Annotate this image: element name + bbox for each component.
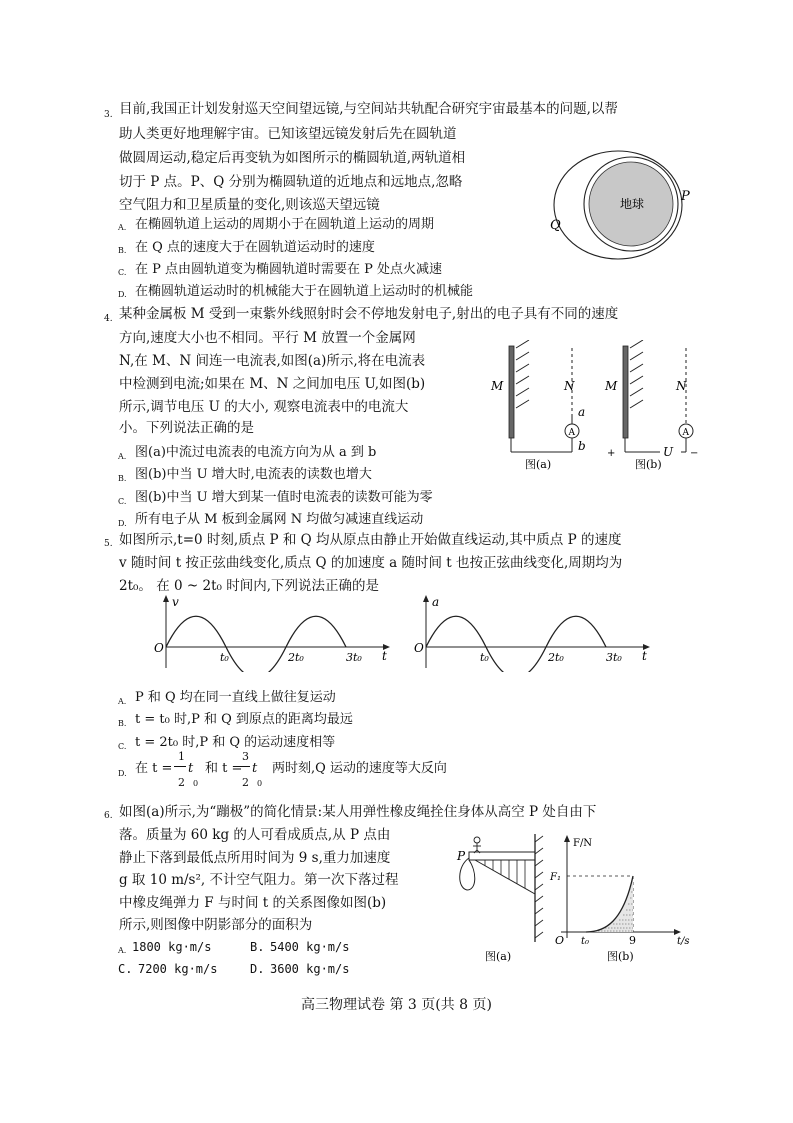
fraction-denominator: 2 [242,776,249,789]
question-number: 4. [104,314,113,324]
question-text-line: 小。下列说法正确的是 [119,420,254,436]
question-text-line: 某种金属板 M 受到一束紫外线照射时会不停地发射电子,射出的电子具有不同的速度 [119,306,619,322]
fraction-numerator: 1 [178,750,185,763]
subscript-0: 0 [257,779,263,788]
question-text-line: 静止下落到最低点所用时间为 9 s,重力加速度 [119,850,391,866]
velocity-graph [150,592,400,672]
option-text: 7200 kg·m/s [138,962,218,976]
plate-m-label: M [605,379,618,393]
caption-b: 图(b) [635,458,662,471]
option-label: A. [118,946,127,955]
question-text-line: 所示,则图像中阴影部分的面积为 [119,917,313,933]
orbit-figure [540,148,700,260]
axis-x-label: t [642,649,647,663]
tick-3t0: 3t₀ [606,651,622,664]
option-text: 图(b)中当 U 增大到某一值时电流表的读数可能为零 [135,490,433,505]
minus-label: − [690,448,699,459]
option-text: 在 t = [135,761,173,776]
fraction-denominator: 2 [178,776,185,789]
point-q-label: Q [550,218,561,233]
option-text: P 和 Q 均在同一直线上做往复运动 [135,690,336,705]
mesh-n-label: N [564,379,575,393]
fraction-bar [238,766,250,767]
f1-label: F₁ [550,872,561,883]
origin-label: O [555,934,565,947]
question-number: 3. [104,110,113,120]
question-number: 5. [104,539,113,549]
tick-2t0: 2t₀ [288,651,304,664]
caption-b: 图(b) [607,950,634,963]
var-t: t [252,761,258,776]
question-text-line: 切于 P 点。P、Q 分别为椭圆轨道的近地点和远地点,忽略 [119,174,463,190]
circuit-figure [485,340,700,475]
origin-label: O [414,641,424,655]
fraction-numerator: 3 [242,750,249,763]
option-text: 所有电子从 M 板到金属网 N 均做匀减速直线运动 [135,512,424,527]
plus-label: + [607,448,616,459]
caption-a: 图(a) [525,458,552,471]
question-text-line: 2t₀。 在 0 ~ 2t₀ 时间内,下列说法正确的是 [119,578,379,594]
option-label: A. [118,223,127,232]
option-text: 图(a)中流过电流表的电流方向为从 a 到 b [135,445,377,460]
option-text: 在 P 点由圆轨道变为椭圆轨道时需要在 P 处点火减速 [135,262,443,277]
question-text-line: 中检测到电流;如果在 M、N 之间加电压 U,如图(b) [119,376,426,392]
question-text-line: 如图(a)所示,为“蹦极”的简化情景:某人用弹性橡皮绳拴住身体从高空 P 处自由下 [119,804,597,820]
point-p-label: P [457,849,466,863]
option-label: B. [118,719,127,728]
axis-x-label: t/s [677,936,690,947]
option-text: 在椭圆轨道上运动的周期小于在圆轨道上运动的周期 [135,217,435,232]
option-label: C. [118,742,127,751]
question-text-line: 所示,调节电压 U 的大小, 观察电流表中的电流大 [119,399,409,415]
option-label: D. [118,290,127,299]
tick-3t0: 3t₀ [346,651,362,664]
tick-t0: t₀ [480,651,489,664]
option-text: 图(b)中当 U 增大时,电流表的读数也增大 [135,467,372,482]
question-text-line: 目前,我国正计划发射巡天空间望远镜,与空间站共轨配合研究宇宙最基本的问题,以帮 [119,101,618,117]
plate-m-label: M [491,379,504,393]
question-text-line: 如图所示,t=0 时刻,质点 P 和 Q 均从原点由静止开始做直线运动,其中质点 P 的速度 [119,532,622,548]
force-time-graph [549,835,690,963]
option-text: 在 Q 点的速度大于在圆轨道运动时的速度 [135,240,375,255]
question-text-line: g 取 10 m/s², 不计空气阻力。第一次下落过程 [119,872,399,888]
tick-t0: t₀ [220,651,229,664]
axis-x-label: t [382,649,387,663]
option-label: C. [118,268,127,277]
ammeter-label: A [682,428,689,438]
point-a-label: a [578,405,586,419]
question-text-line: 落。质量为 60 kg 的人可看成质点,从 P 点由 [119,827,391,843]
subscript-0: 0 [193,779,199,788]
option-label: D. [250,962,265,976]
option-text: 5400 kg·m/s [270,940,350,954]
option-label: A. [118,697,127,706]
question-text-line: 做圆周运动,稳定后再变轨为如图所示的椭圆轨道,两轨道相 [119,150,466,166]
option-label: A. [118,452,127,461]
option-text: 3600 kg·m/s [270,962,350,976]
axis-y-label: v [172,595,179,609]
option-label: B. [250,940,265,954]
option-label: D. [118,769,127,778]
axis-y-label: a [432,595,440,609]
question-text-line: 方向,速度大小也不相同。平行 M 放置一个金属网 [119,330,416,346]
option-text: t = 2t₀ 时,P 和 Q 的运动速度相等 [135,735,336,750]
origin-label: O [154,641,164,655]
circuit-a [490,340,586,471]
option-label: C. [118,962,133,976]
point-p-label: P [681,189,690,204]
acceleration-graph [410,592,660,672]
caption-a: 图(a) [485,950,512,963]
question-text-line: 空气阻力和卫星质量的变化,则该巡天望远镜 [119,197,380,213]
option-label: C. [118,497,127,506]
option-text: t = t₀ 时,P 和 Q 到原点的距离均最远 [135,712,353,727]
voltage-u-label: U [663,445,674,459]
option-text: 在椭圆轨道运动时的机械能大于在圆轨道上运动时的机械能 [135,284,474,299]
question-text-line: 助人类更好地理解宇宙。已知该望远镜发射后先在圆轨道 [119,126,457,142]
tick-2t0: 2t₀ [548,651,564,664]
point-b-label: b [578,439,586,453]
option-text: 1800 kg·m/s [132,940,212,954]
question-text-line: v 随时间 t 按正弦曲线变化,质点 Q 的加速度 a 随时间 t 也按正弦曲线变化,周期均为 [119,555,623,571]
question-text-line: N,在 M、N 间连一电流表,如图(a)所示,将在电流表 [119,353,426,369]
bungee-figure [455,832,700,967]
page-footer: 高三物理试卷 第 3 页(共 8 页) [301,997,492,1013]
circuit-b [604,340,698,471]
ammeter-label: A [568,428,575,438]
var-t: t [188,761,194,776]
mesh-n-label: N [676,379,687,393]
question-number: 6. [104,811,113,821]
tick-9: 9 [629,934,636,947]
earth-label: 地球 [620,197,645,211]
option-text: 两时刻,Q 运动的速度等大反向 [272,761,447,776]
question-text-line: 中橡皮绳弹力 F 与时间 t 的关系图像如图(b) [119,895,387,911]
bungee-scene [456,834,543,963]
axis-y-label: F/N [573,838,593,849]
option-text: 和 t = [205,761,243,776]
option-label: D. [118,519,127,528]
option-label: B. [118,474,127,483]
fraction-bar [174,766,186,767]
option-label: B. [118,246,127,255]
tick-t0: t₀ [581,936,590,947]
